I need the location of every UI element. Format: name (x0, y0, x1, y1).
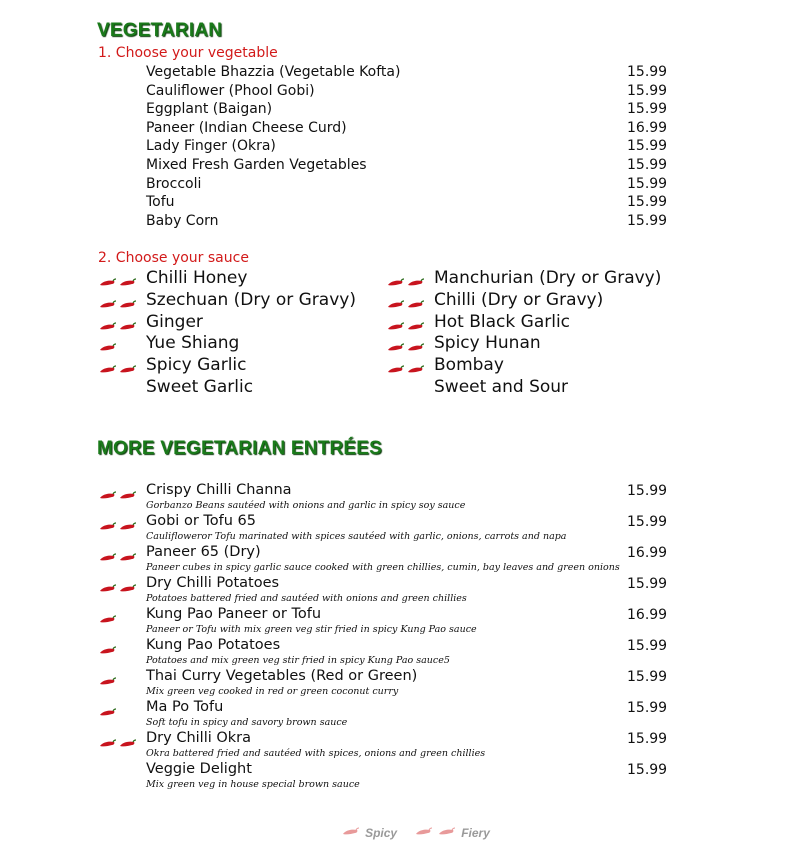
heat-indicator (99, 580, 139, 592)
pepper-icon (99, 553, 117, 564)
entree-name: Dry Chilli Potatoes (146, 575, 280, 591)
sauce-name: Bombay (434, 355, 504, 376)
entree-price: 15.99 (627, 669, 668, 685)
entree-name: Veggie Delight (146, 761, 252, 777)
pepper-icon (387, 365, 405, 376)
step-2-label: 2. Choose your sauce (98, 250, 249, 266)
sauce-name: Chilli (Dry or Gravy) (434, 289, 604, 310)
entree-description: Mix green veg cooked in red or green coconut curry (146, 686, 399, 697)
entree-price: 15.99 (627, 762, 668, 778)
entree-name: Dry Chilli Okra (146, 730, 252, 746)
vegetable-name: Paneer (Indian Cheese Curd) (146, 119, 347, 136)
entree-description: Potatoes battered fried and sautéed with onions and green chillies (146, 593, 467, 604)
pepper-icon (387, 343, 405, 354)
pepper-icon (99, 491, 117, 502)
step-1-label: 1. Choose your vegetable (98, 45, 278, 61)
pepper-icon (99, 646, 117, 657)
entree-price: 15.99 (627, 576, 668, 592)
pepper-icon (99, 300, 117, 311)
heat-indicator (387, 361, 427, 373)
sauce-name: Szechuan (Dry or Gravy) (146, 289, 356, 310)
sauce-name: Sweet and Sour (434, 377, 569, 397)
heat-indicator (99, 704, 119, 716)
sauce-name: Ginger (146, 311, 203, 332)
pepper-icon (119, 365, 137, 376)
sauce-name: Hot Black Garlic (434, 311, 571, 332)
vegetarian-heading: VEGETARIAN (97, 20, 223, 41)
legend-spicy (342, 822, 397, 841)
sauce-name: Chilli Honey (146, 268, 248, 288)
heat-indicator (99, 318, 139, 330)
pepper-icon (438, 827, 456, 838)
entree-description: Mix green veg in house special brown sauce (146, 779, 360, 790)
pepper-icon (415, 827, 433, 838)
legend-fiery-label: Fiery (461, 826, 490, 840)
pepper-icon (99, 615, 117, 626)
heat-indicator (99, 549, 139, 561)
entree-name: Gobi or Tofu 65 (146, 513, 257, 529)
pepper-icon (119, 553, 137, 564)
vegetable-name: Cauliflower (Phool Gobi) (146, 82, 315, 99)
heat-indicator (99, 296, 139, 308)
entree-description: Gorbanzo Beans sautéed with onions and garlic in spicy soy sauce (146, 500, 466, 511)
pepper-icon (99, 278, 117, 289)
vegetable-price: 15.99 (627, 64, 668, 80)
pepper-icon (99, 739, 117, 750)
vegetable-name: Tofu (146, 194, 175, 211)
entree-price: 15.99 (627, 638, 668, 654)
sauce-name: Spicy Hunan (434, 333, 541, 354)
pepper-icon (119, 522, 137, 533)
entree-name: Crispy Chilli Channa (146, 482, 292, 498)
vegetable-name: Eggplant (Baigan) (146, 101, 273, 118)
vegetable-name: Lady Finger (Okra) (146, 138, 276, 155)
vegetable-price: 15.99 (627, 138, 668, 155)
pepper-icon (119, 278, 137, 289)
pepper-icon (99, 584, 117, 595)
sauce-name: Manchurian (Dry or Gravy) (434, 268, 662, 288)
legend-fiery (415, 822, 490, 841)
vegetable-price: 15.99 (627, 82, 668, 99)
heat-indicator (387, 296, 427, 308)
pepper-icon (99, 343, 117, 354)
heat-indicator (387, 318, 427, 330)
legend-spicy-label: Spicy (365, 826, 398, 840)
pepper-icon (99, 365, 117, 376)
vegetable-price: 15.99 (627, 101, 668, 118)
vegetable-name: Broccoli (146, 175, 202, 192)
entree-price: 15.99 (627, 483, 668, 499)
heat-indicator (99, 339, 119, 351)
sauce-name: Yue Shiang (146, 333, 240, 354)
heat-indicator (99, 361, 139, 373)
vegetable-price: 15.99 (627, 157, 668, 173)
vegetable-price: 15.99 (627, 212, 668, 229)
more-vegetarian-heading: MORE VEGETARIAN ENTRÉES (97, 438, 383, 459)
pepper-icon (99, 677, 117, 688)
entree-price: 15.99 (627, 731, 668, 747)
vegetable-name: Vegetable Bhazzia (Vegetable Kofta) (146, 64, 401, 80)
pepper-icon (387, 278, 405, 289)
entree-name: Paneer 65 (Dry) (146, 544, 261, 560)
pepper-icon (99, 322, 117, 333)
pepper-icon (119, 491, 137, 502)
heat-indicator (99, 735, 139, 747)
entree-description: Potatoes and mix green veg stir fried in spicy Kung Pao sauce5 (146, 655, 450, 666)
entree-name: Ma Po Tofu (146, 699, 224, 715)
entree-name: Thai Curry Vegetables (Red or Green) (146, 668, 418, 684)
entree-name: Kung Pao Potatoes (146, 637, 281, 653)
heat-indicator (99, 274, 139, 286)
pepper-icon (407, 300, 425, 311)
pepper-icon (387, 300, 405, 311)
heat-indicator (99, 518, 139, 530)
heat-indicator (99, 642, 119, 654)
heat-indicator (99, 673, 119, 685)
heat-indicator (99, 611, 119, 623)
entree-description: Caulifloweror Tofu marinated with spices sautéed with garlic, onions, carrots and napa (146, 531, 567, 542)
pepper-icon (99, 522, 117, 533)
pepper-icon (407, 278, 425, 289)
heat-indicator (387, 274, 427, 286)
pepper-icon (387, 322, 405, 333)
entree-description: Okra battered fried and sautéed with spices, onions and green chillies (146, 748, 486, 759)
vegetable-name: Mixed Fresh Garden Vegetables (146, 157, 367, 173)
pepper-icon (119, 300, 137, 311)
vegetable-name: Baby Corn (146, 212, 219, 229)
pepper-icon (119, 322, 137, 333)
pepper-icon (342, 827, 360, 838)
entree-price: 16.99 (627, 607, 668, 623)
entree-price: 16.99 (627, 545, 668, 561)
pepper-icon (407, 322, 425, 333)
entree-description: Soft tofu in spicy and savory brown sauce (146, 717, 348, 728)
vegetable-price: 16.99 (627, 119, 668, 136)
pepper-icon (99, 708, 117, 719)
heat-indicator (387, 339, 427, 351)
entree-description: Paneer cubes in spicy garlic sauce cooked with green chillies, cumin, bay leaves and green onions (146, 562, 620, 573)
entree-price: 15.99 (627, 514, 668, 530)
vegetable-price: 15.99 (627, 175, 668, 192)
sauce-name: Sweet Garlic (146, 377, 254, 397)
entree-name: Kung Pao Paneer or Tofu (146, 606, 322, 622)
heat-indicator (99, 487, 139, 499)
sauce-name: Spicy Garlic (146, 355, 247, 376)
pepper-icon (407, 343, 425, 354)
entree-price: 15.99 (627, 700, 668, 716)
pepper-icon (119, 739, 137, 750)
vegetable-price: 15.99 (627, 194, 668, 211)
entree-description: Paneer or Tofu with mix green veg stir fried in spicy Kung Pao sauce (146, 624, 477, 635)
pepper-icon (119, 584, 137, 595)
pepper-icon (407, 365, 425, 376)
